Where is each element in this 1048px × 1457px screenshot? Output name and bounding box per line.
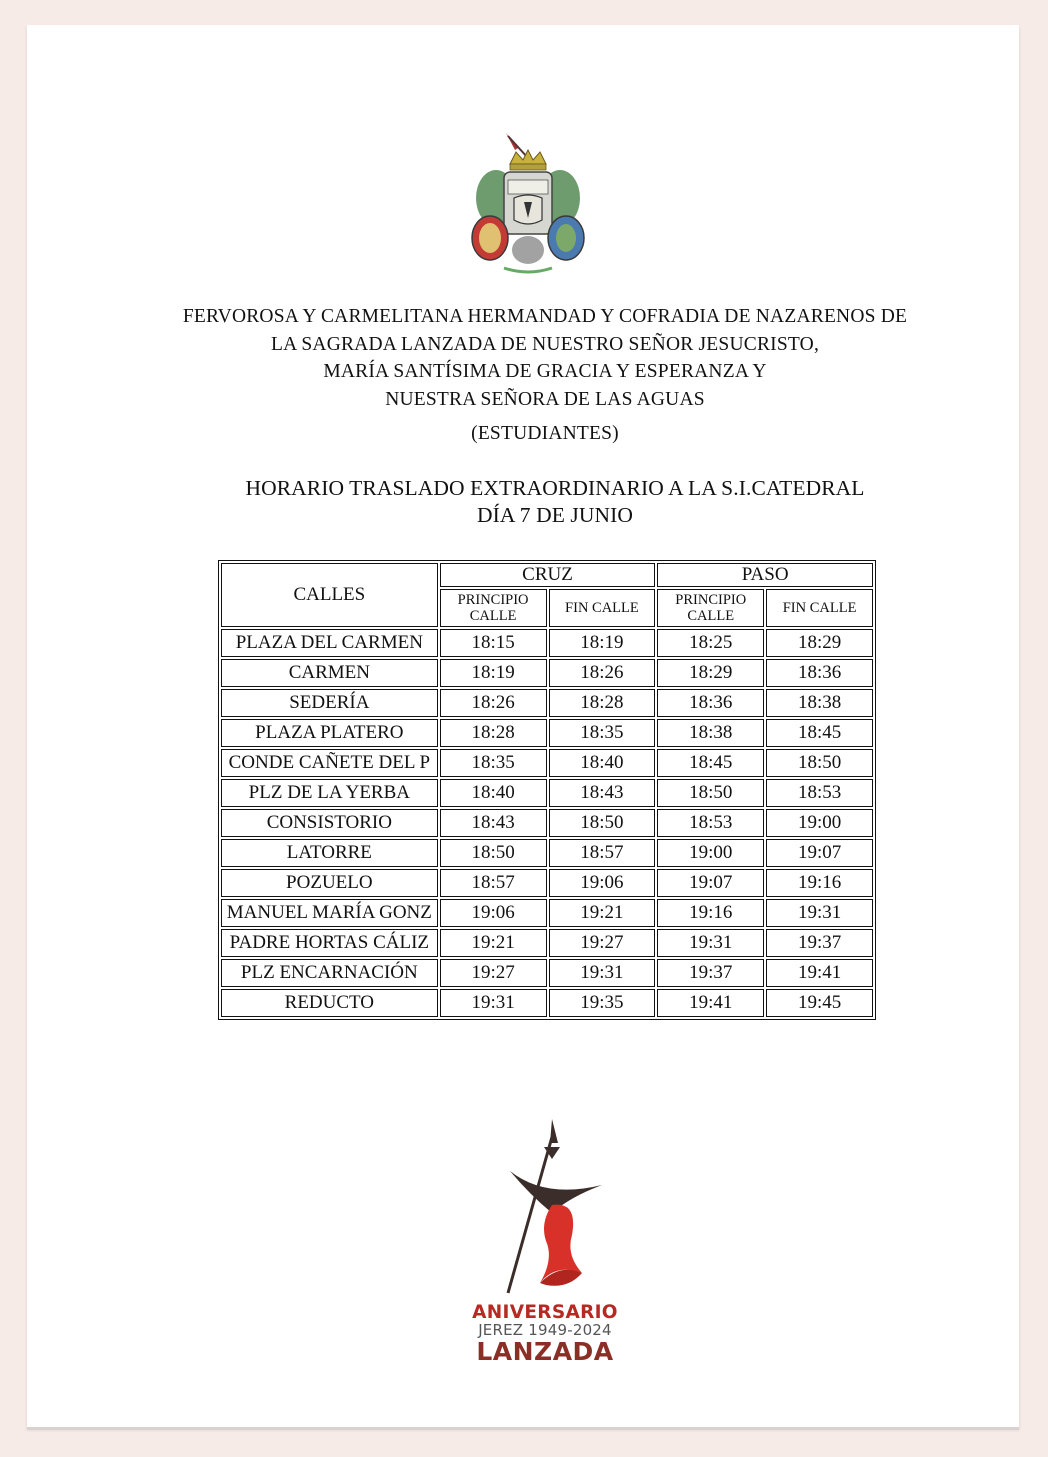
time-cell: 19:00: [657, 839, 764, 867]
time-cell: 18:19: [549, 629, 656, 657]
time-cell: 19:37: [766, 929, 873, 957]
time-cell: 18:45: [657, 749, 764, 777]
time-cell: 18:35: [549, 719, 656, 747]
time-cell: 19:06: [440, 899, 547, 927]
anniversary-wordmark: [440, 1303, 650, 1365]
title-line-1: HORARIO TRASLADO EXTRAORDINARIO A LA S.I.CATEDRAL: [245, 476, 865, 500]
time-cell: 18:15: [440, 629, 547, 657]
street-name-cell: PLAZA DEL CARMEN: [221, 629, 438, 657]
table-row: [221, 839, 873, 867]
time-cell: 18:36: [657, 689, 764, 717]
time-cell: 18:19: [440, 659, 547, 687]
time-cell: 19:21: [440, 929, 547, 957]
time-cell: 19:27: [549, 929, 656, 957]
time-cell: 19:27: [440, 959, 547, 987]
time-cell: 19:41: [657, 989, 764, 1017]
table-row: [221, 929, 873, 957]
org-line: FERVOROSA Y CARMELITANA HERMANDAD Y COFRADIA DE NAZARENOS DE: [182, 306, 908, 327]
time-cell: 19:07: [657, 869, 764, 897]
table-row: [221, 899, 873, 927]
sub-header-start: [440, 589, 547, 627]
time-cell: 18:50: [657, 779, 764, 807]
street-name-cell: POZUELO: [221, 869, 438, 897]
time-cell: 18:28: [549, 689, 656, 717]
table-row: [221, 689, 873, 717]
time-cell: 18:57: [440, 869, 547, 897]
street-name-cell: SEDERÍA: [221, 689, 438, 717]
org-line: NUESTRA SEÑORA DE LAS AGUAS: [385, 388, 705, 410]
sub-header-end: [549, 589, 656, 627]
time-cell: 18:35: [440, 749, 547, 777]
sub-header-end: [766, 589, 873, 627]
table-row: [221, 719, 873, 747]
time-cell: 18:40: [549, 749, 656, 777]
schedule-title: [110, 475, 1000, 529]
page-shadow: [27, 1427, 1019, 1430]
brotherhood-crest-icon: [468, 128, 588, 276]
sub-header-text: FIN CALLE: [565, 600, 639, 616]
time-cell: 18:25: [657, 629, 764, 657]
time-cell: 18:43: [440, 809, 547, 837]
time-cell: 18:53: [766, 779, 873, 807]
time-cell: 19:45: [766, 989, 873, 1017]
time-cell: 18:57: [549, 839, 656, 867]
time-cell: 19:06: [549, 869, 656, 897]
table-row: [221, 749, 873, 777]
street-name-cell: PLZ ENCARNACIÓN: [221, 959, 438, 987]
time-cell: 19:31: [657, 929, 764, 957]
street-name-cell: CONSISTORIO: [221, 809, 438, 837]
street-name-cell: CONDE CAÑETE DEL P: [221, 749, 438, 777]
time-cell: 19:35: [549, 989, 656, 1017]
table-row: [221, 869, 873, 897]
time-cell: 19:31: [766, 899, 873, 927]
sub-header-text: PRINCIPIO: [457, 592, 529, 608]
street-name-cell: PLAZA PLATERO: [221, 719, 438, 747]
time-cell: 19:16: [766, 869, 873, 897]
anniversary-dates: JEREZ 1949-2024: [478, 1321, 612, 1339]
time-cell: 18:26: [440, 689, 547, 717]
time-cell: 19:37: [657, 959, 764, 987]
time-cell: 18:29: [657, 659, 764, 687]
sub-header-text: CALLE: [469, 608, 517, 624]
time-cell: 18:38: [766, 689, 873, 717]
group-header-cruz: CRUZ: [440, 563, 656, 587]
street-name-cell: REDUCTO: [221, 989, 438, 1017]
title-line-2: DÍA 7 DE JUNIO: [476, 503, 634, 527]
streets-header: CALLES: [221, 563, 438, 627]
street-name-cell: CARMEN: [221, 659, 438, 687]
table-row: [221, 779, 873, 807]
time-cell: 18:50: [440, 839, 547, 867]
time-cell: 19:21: [549, 899, 656, 927]
time-cell: 19:31: [549, 959, 656, 987]
time-cell: 18:29: [766, 629, 873, 657]
time-cell: 18:50: [549, 809, 656, 837]
sub-header-text: CALLE: [687, 608, 735, 624]
table-row: [221, 959, 873, 987]
time-cell: 19:07: [766, 839, 873, 867]
time-cell: 18:28: [440, 719, 547, 747]
time-cell: 18:50: [766, 749, 873, 777]
org-nickname: (ESTUDIANTES): [471, 423, 619, 444]
sub-header-text: FIN CALLE: [782, 600, 857, 616]
sub-header-start: [657, 589, 764, 627]
time-cell: 18:26: [549, 659, 656, 687]
schedule-body: [221, 629, 873, 1017]
table-row: [221, 809, 873, 837]
org-line: MARÍA SANTÍSIMA DE GRACIA Y ESPERANZA Y: [323, 361, 767, 382]
time-cell: 18:53: [657, 809, 764, 837]
time-cell: 18:43: [549, 779, 656, 807]
table-row: [221, 659, 873, 687]
brotherhood-name: [100, 303, 990, 448]
time-cell: 18:40: [440, 779, 547, 807]
street-name-cell: MANUEL MARÍA GONZ: [221, 899, 438, 927]
sub-header-text: PRINCIPIO: [675, 592, 747, 608]
time-cell: 18:38: [657, 719, 764, 747]
anniversary-name: LANZADA: [476, 1337, 614, 1366]
time-cell: 18:36: [766, 659, 873, 687]
group-header-paso: PASO: [657, 563, 873, 587]
org-line: LA SAGRADA LANZADA DE NUESTRO SEÑOR JESUCRISTO,: [270, 333, 820, 355]
table-row: [221, 629, 873, 657]
schedule-table: [218, 560, 876, 1020]
time-cell: 19:00: [766, 809, 873, 837]
street-name-cell: PADRE HORTAS CÁLIZ: [221, 929, 438, 957]
time-cell: 19:31: [440, 989, 547, 1017]
time-cell: 18:45: [766, 719, 873, 747]
street-name-cell: PLZ DE LA YERBA: [221, 779, 438, 807]
time-cell: 19:16: [657, 899, 764, 927]
anniversary-label: ANIVERSARIO: [472, 1302, 618, 1323]
table-row: [221, 989, 873, 1017]
street-name-cell: LATORRE: [221, 839, 438, 867]
time-cell: 19:41: [766, 959, 873, 987]
